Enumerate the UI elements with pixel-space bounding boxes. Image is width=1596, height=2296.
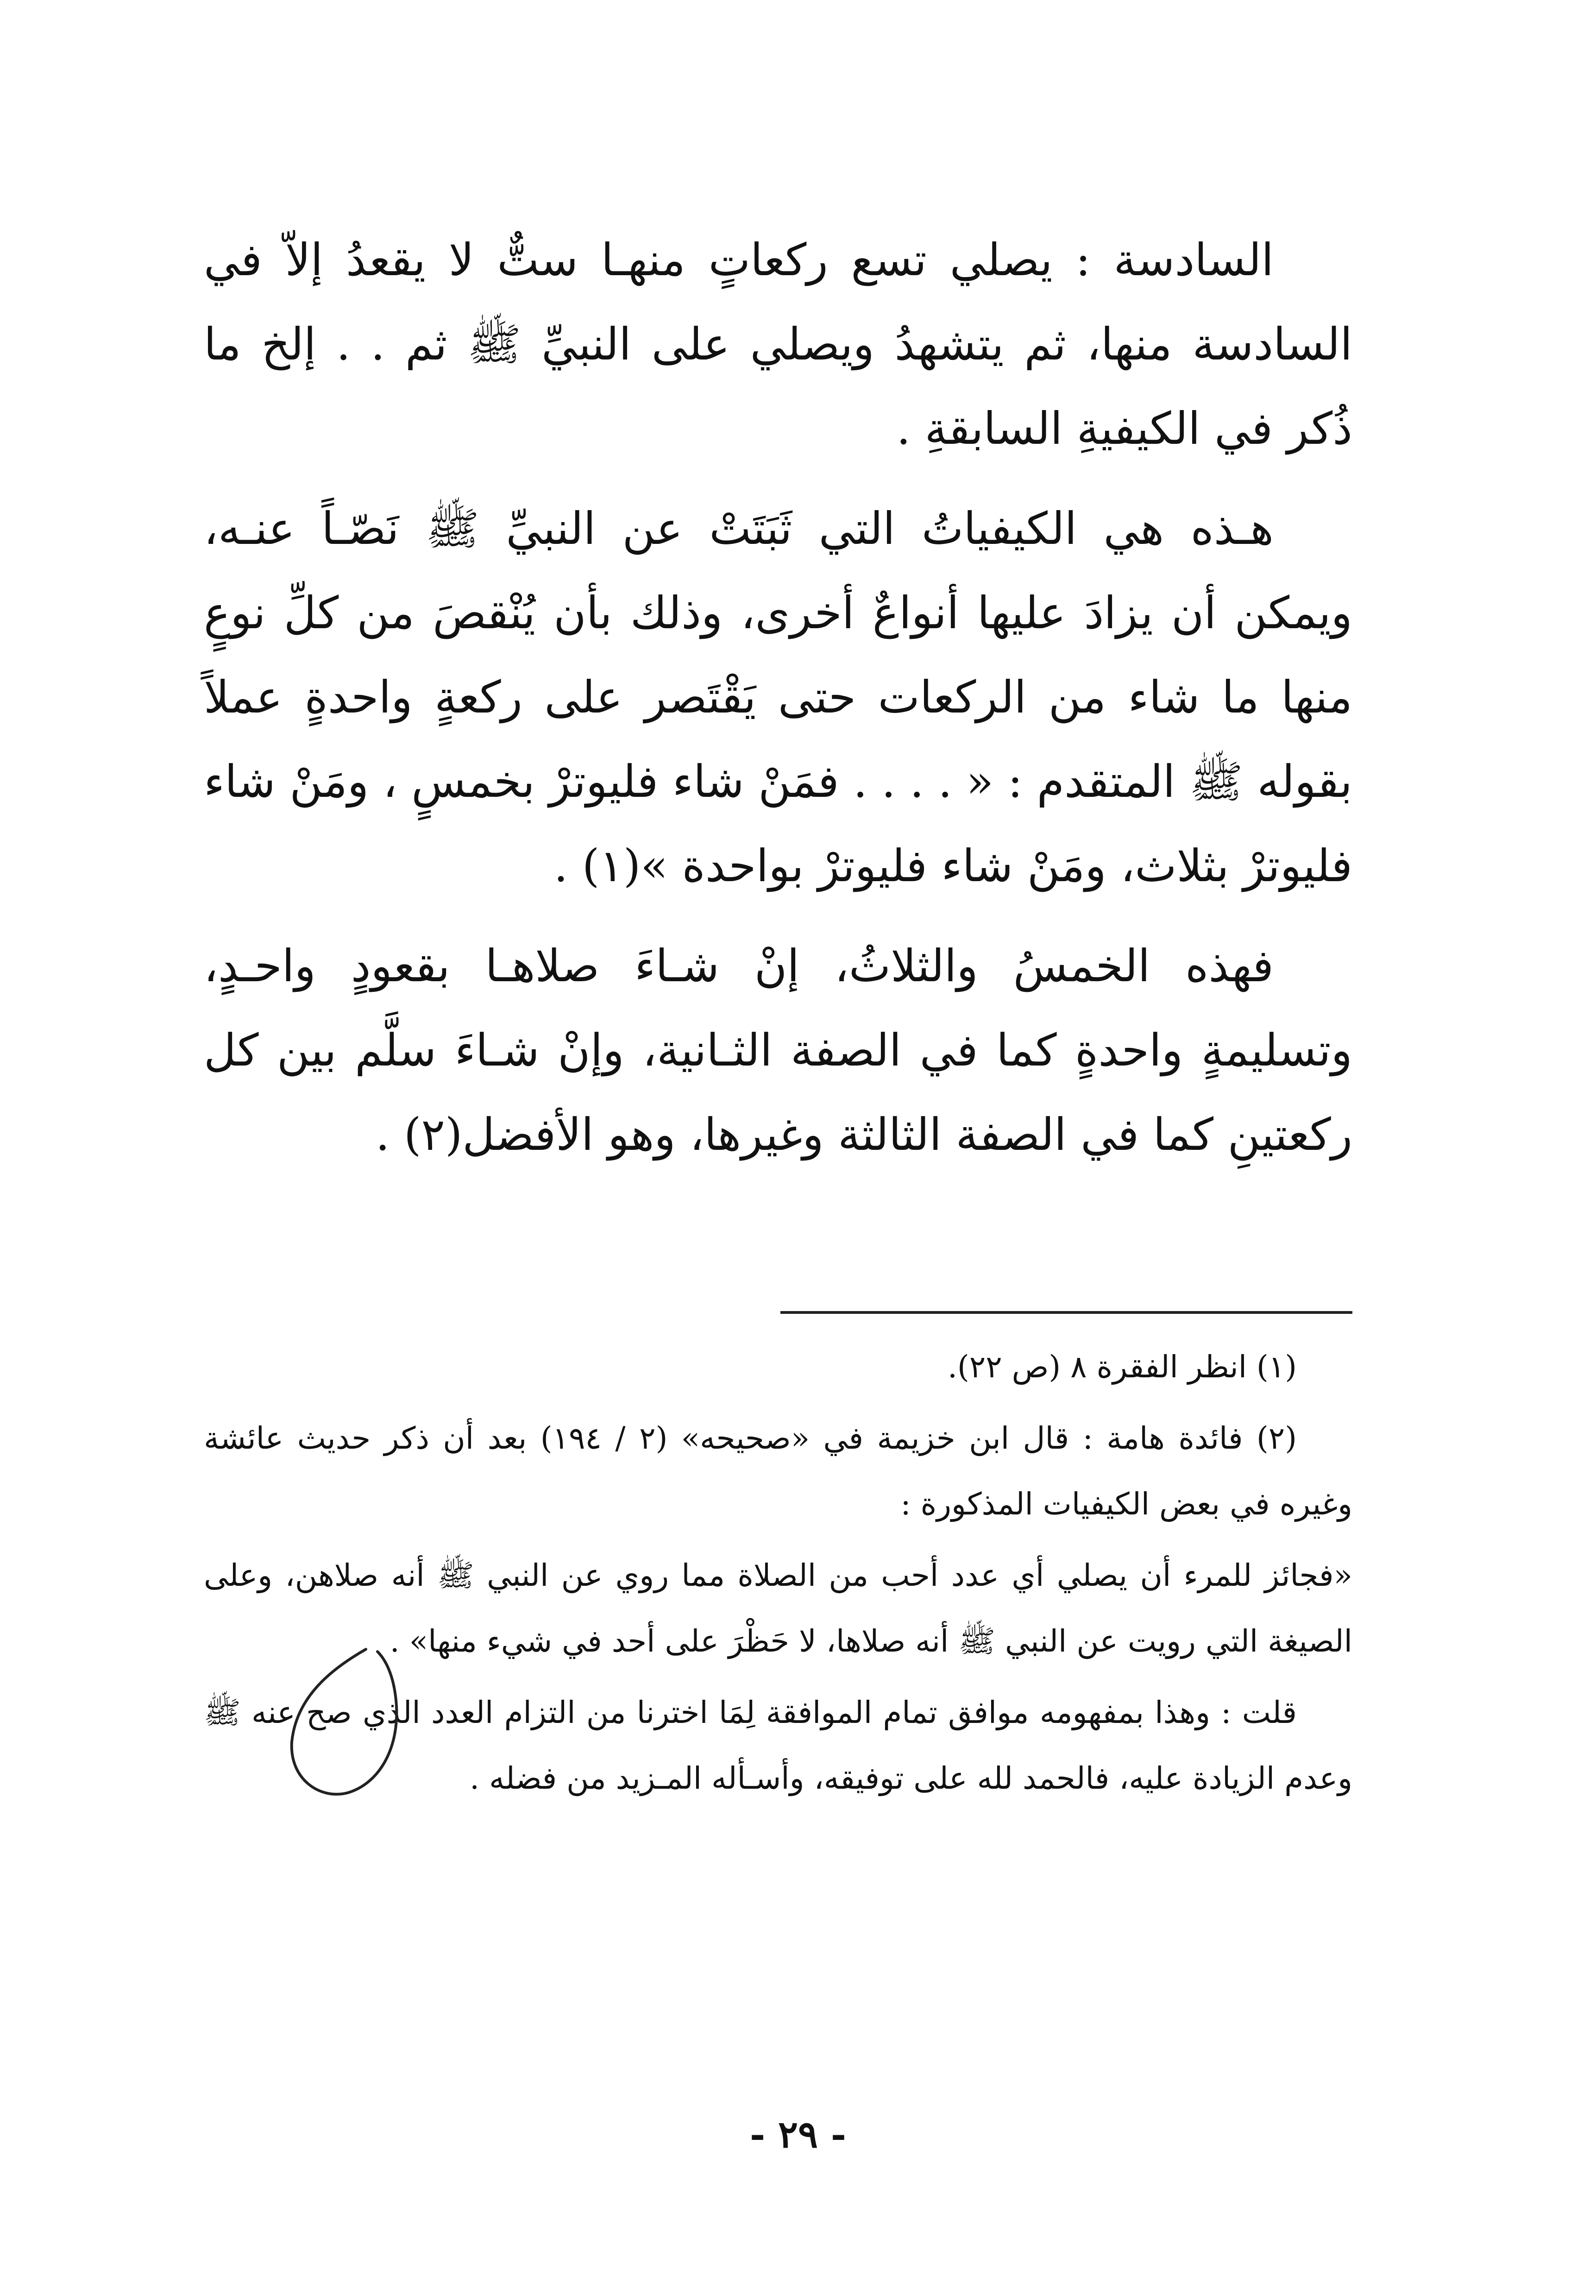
paragraph-five-and-three: فهذه الخمسُ والثلاثُ، إنْ شـاءَ صلاهـا بقعودٍ واحـدٍ، وتسليمةٍ واحدةٍ كما في الصفة الثـانية، وإنْ شـاءَ سلَّم بين كل ركعتينِ كما في الصفة الثالثة وغيرها، وهو الأفضل(٢) . [204,940,1352,1161]
footnote-1: (١) انظر الفقرة ٨ (ص ٢٢). [948,1349,1297,1385]
main-text-block [204,218,1352,1192]
footnote-separator [780,1311,1352,1314]
footnote-2-comment: قلت : وهذا بمفهومه موافق تمام الموافقة لِمَا اخترنا من التزام العدد الذي صح عنه ﷺ وعدم الزيادة عليه، فالحمد لله على توفيقه، وأسـأله المـزيد من فضله . [204,1695,1352,1796]
paragraph-methods-summary: هـذه هي الكيفياتُ التي ثَبَتَتْ عن النبيِّ ﷺ نَصّـاً عنـه، ويمكن أن يزادَ عليها أنواعٌ أخرى، وذلك بأن يُنْقصَ من كلِّ نوعٍ منها ما شاء من الركعات حتى يَقْتَصر على ركعةٍ واحدةٍ عملاً بقوله ﷺ المتقدم : « . . . . فمَنْ شاء فليوترْ بخمسٍ ، ومَنْ شاء فليوترْ بثلاث، ومَنْ شاء فليوترْ بواحدة »(١) . [204,503,1352,892]
paragraph-sixth-method: السادسة : يصلي تسع ركعاتٍ منهـا ستٌّ لا يقعدُ إلاّ في السادسة منها، ثم يتشهدُ ويصلي على النبيِّ ﷺ ثم . . إلخ ما ذُكر في الكيفيةِ السابقةِ . [204,234,1352,454]
handwritten-circle-mark [278,1640,417,1807]
footnote-2-quote: «فجائز للمرء أن يصلي أي عدد أحب من الصلاة مما روي عن النبي ﷺ أنه صلاهن، وعلى الصيغة التي رويت عن النبي ﷺ أنه صلاها، لا حَظْرَ على أحد في شيء منها» . [204,1558,1352,1659]
page-number: - ٢٩ - [749,2113,847,2156]
footnote-2: (٢) فائدة هامة : قال ابن خزيمة في «صحيحه» (٢ / ١٩٤) بعد أن ذكر حديث عائشة وغيره في بعض الكيفيات المذكورة : [204,1420,1352,1522]
